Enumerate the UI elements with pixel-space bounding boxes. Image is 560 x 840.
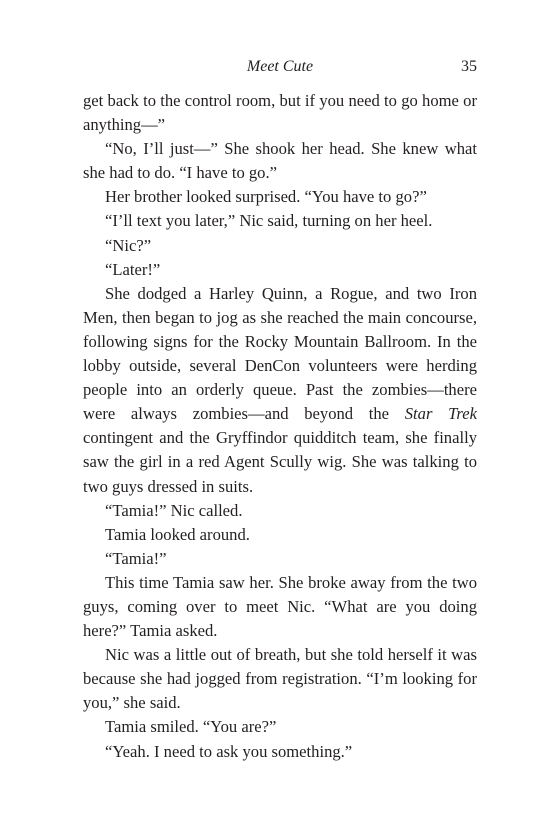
running-head <box>83 56 477 78</box>
paragraph-3: Her brother looked surprised. “You have to go?” <box>105 187 427 207</box>
paragraph-8: “Tamia!” Nic called. <box>105 500 243 520</box>
paragraph-5: “Nic?” <box>105 235 152 255</box>
page-number: 35 <box>461 58 477 75</box>
paragraph-4: “I’ll text you later,” Nic said, turning on her heel. <box>105 211 433 231</box>
paragraph-6: “Later!” <box>105 259 161 279</box>
paragraph-12: Nic was a little out of breath, but she told herself it was because she had jogged from registration. “I’m looking for you,” she said. <box>83 645 477 713</box>
paragraph-7 <box>83 282 477 499</box>
paragraph-10: “Tamia!” <box>105 548 167 568</box>
paragraph-13: Tamia smiled. “You are?” <box>105 717 277 737</box>
running-title: Meet Cute <box>246 58 314 75</box>
paragraph-7-emphasis: Star Trek <box>404 404 477 424</box>
paragraph-14: “Yeah. I need to ask you something.” <box>105 741 353 761</box>
paragraph-9: Tamia looked around. <box>105 524 250 544</box>
paragraph-2: “No, I’ll just—” She shook her head. She knew what she had to do. “I have to go.” <box>83 139 477 183</box>
paragraph-7-part-2: contingent and the Gryffindor quidditch team, she finally saw the girl in a red Agent Scully wig. She was talking to two guys dressed in suits. <box>83 428 477 496</box>
paragraph-11: This time Tamia saw her. She broke away from the two guys, coming over to meet Nic. “What are you doing here?” Tamia asked. <box>83 572 477 641</box>
paragraph-1: get back to the control room, but if you need to go home or anything—” <box>83 91 477 135</box>
body-text <box>83 89 477 764</box>
paragraph-7-part-1: She dodged a Harley Quinn, a Rogue, and two Iron Men, then began to jog as she reached the main concourse, following signs for the Rocky Mountain Ballroom. In the lobby outside, several DenCon volunteers were herding people into an orderly queue. Past the zombies—there were always zombies—and beyond the <box>83 283 477 424</box>
